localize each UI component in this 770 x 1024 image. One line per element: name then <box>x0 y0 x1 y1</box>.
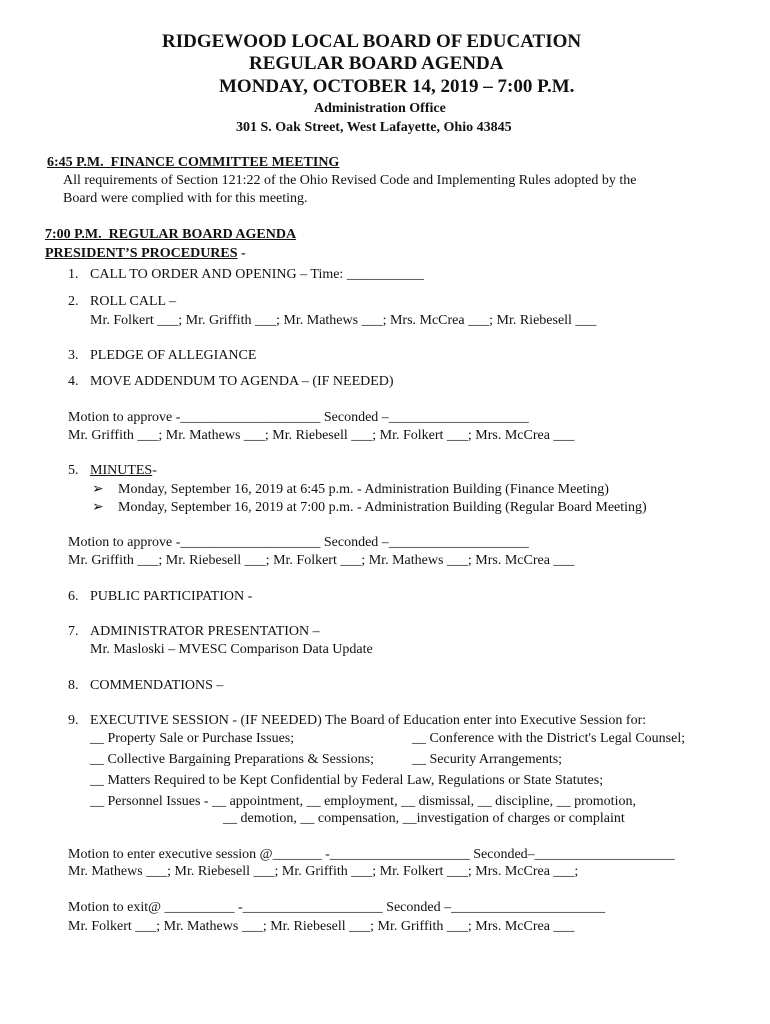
motion-enter-session: Motion to enter executive session @_______ -____________________ Seconded–____________________ <box>68 847 675 862</box>
regular-heading: 7:00 P.M. REGULAR BOARD AGENDA <box>45 227 297 242</box>
presidents-procedures: PRESIDENT’S PROCEDURES - <box>45 246 246 261</box>
exec-option-legal: __ Conference with the District's Legal Counsel; <box>412 731 686 746</box>
roll-call-names: Mr. Folkert ___; Mr. Griffith ___; Mr. Mathews ___; Mrs. McCrea ___; Mr. Riebesell ___ <box>90 313 597 328</box>
title-board: RIDGEWOOD LOCAL BOARD OF EDUCATION <box>162 31 582 52</box>
arrow-bullet-icon: ➢ <box>92 500 104 515</box>
finance-heading: 6:45 P.M. FINANCE COMMITTEE MEETING <box>47 155 340 170</box>
exec-option-confidential: __ Matters Required to be Kept Confidential by Federal Law, Regulations or State Statutes; <box>90 773 604 788</box>
header-location: Administration Office <box>314 101 446 116</box>
exec-option-personnel-cont: __ demotion, __ compensation, __investigation of charges or complaint <box>223 811 625 826</box>
agenda-item-3: 3. PLEDGE OF ALLEGIANCE <box>68 348 257 363</box>
vote-line-3: Mr. Mathews ___; Mr. Riebesell ___; Mr. Griffith ___; Mr. Folkert ___; Mrs. McCrea ___; <box>68 864 579 879</box>
agenda-item-2: 2. ROLL CALL – <box>68 294 177 309</box>
motion-exit-session: Motion to exit@ __________ -____________________ Seconded –______________________ <box>68 900 606 915</box>
agenda-item-9: 9. EXECUTIVE SESSION - (IF NEEDED) The Board of Education enter into Executive Session for: <box>68 713 647 728</box>
motion-approve-1: Motion to approve -____________________ Seconded –____________________ <box>68 410 529 425</box>
title-agenda: REGULAR BOARD AGENDA <box>249 53 504 74</box>
presentation-detail: Mr. Masloski – MVESC Comparison Data Update <box>90 642 373 657</box>
header-address: 301 S. Oak Street, West Lafayette, Ohio 43845 <box>236 120 512 135</box>
exec-option-personnel: __ Personnel Issues - __ appointment, __ employment, __ dismissal, __ discipline, __ promotion, <box>90 794 636 809</box>
vote-line-4: Mr. Folkert ___; Mr. Mathews ___; Mr. Riebesell ___; Mr. Griffith ___; Mrs. McCrea ___ <box>68 919 575 934</box>
agenda-item-5: 5. MINUTES- <box>68 463 157 478</box>
motion-approve-2: Motion to approve -____________________ Seconded –____________________ <box>68 535 529 550</box>
minutes-bullet-1: ➢ Monday, September 16, 2019 at 6:45 p.m. - Administration Building (Finance Meeting) <box>92 482 609 497</box>
agenda-item-4: 4. MOVE ADDENDUM TO AGENDA – (IF NEEDED) <box>68 374 394 389</box>
arrow-bullet-icon: ➢ <box>92 482 104 497</box>
agenda-item-1: 1. CALL TO ORDER AND OPENING – Time: ___________ <box>68 267 424 282</box>
agenda-item-6: 6. PUBLIC PARTICIPATION - <box>68 589 253 604</box>
vote-line-2: Mr. Griffith ___; Mr. Riebesell ___; Mr. Folkert ___; Mr. Mathews ___; Mrs. McCrea ___ <box>68 553 575 568</box>
agenda-item-7: 7. ADMINISTRATOR PRESENTATION – <box>68 624 320 639</box>
finance-text-1: All requirements of Section 121:22 of the Ohio Revised Code and Implementing Rules adopted by the <box>63 173 637 188</box>
finance-text-2: Board were complied with for this meeting. <box>63 191 308 206</box>
exec-option-property: __ Property Sale or Purchase Issues; <box>90 731 295 746</box>
exec-option-bargaining: __ Collective Bargaining Preparations & Sessions; <box>90 752 374 767</box>
title-date: MONDAY, OCTOBER 14, 2019 – 7:00 P.M. <box>219 76 575 97</box>
exec-option-security: __ Security Arrangements; <box>412 752 563 767</box>
vote-line-1: Mr. Griffith ___; Mr. Mathews ___; Mr. Riebesell ___; Mr. Folkert ___; Mrs. McCrea ___ <box>68 428 575 443</box>
minutes-bullet-2: ➢ Monday, September 16, 2019 at 7:00 p.m. - Administration Building (Regular Board Meeting) <box>92 500 647 515</box>
agenda-item-8: 8. COMMENDATIONS – <box>68 678 224 693</box>
